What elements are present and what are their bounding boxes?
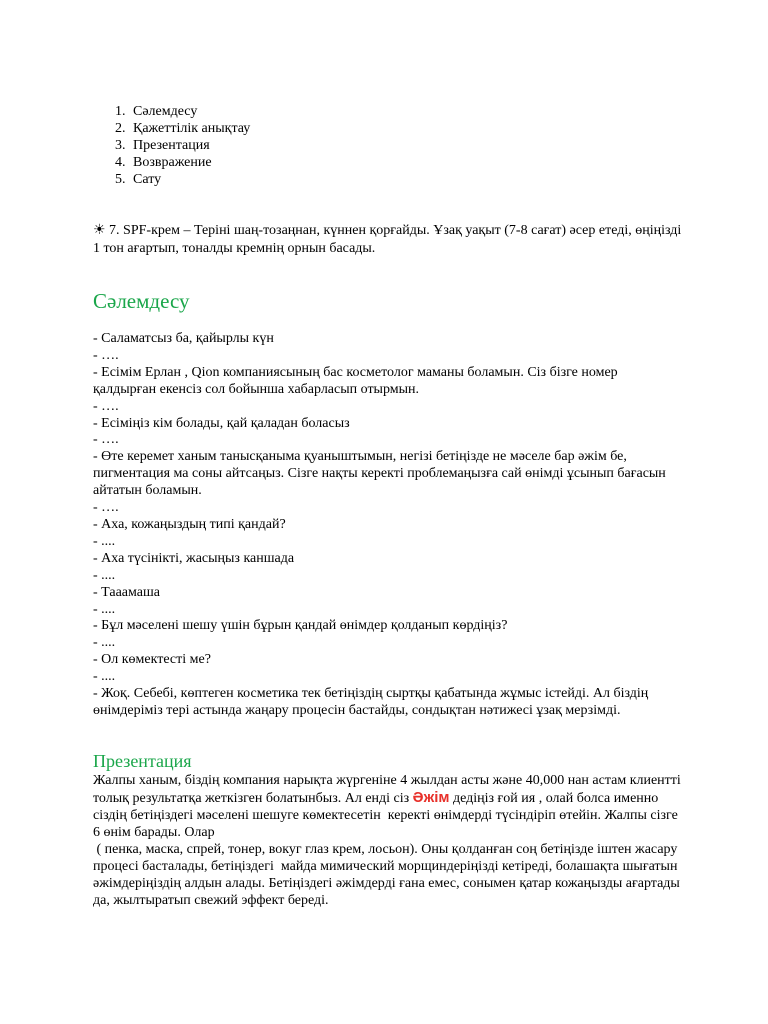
dialog-line: - Саламатсыз ба, қайырлы күн (93, 331, 274, 346)
dialog-script (93, 331, 683, 720)
dialog-line: - Тааамаша (93, 584, 160, 600)
list-item: 4. Возвражение (129, 154, 250, 171)
list-item: 1. Сәлемдесу (129, 103, 250, 120)
highlighted-word: Әжім (412, 789, 450, 806)
dialog-line: - Ол көмектесті ме? (93, 652, 211, 668)
dialog-line: - …. (93, 347, 119, 363)
dialog-line: - …. (93, 432, 119, 448)
presentation-heading: Презентация (93, 751, 192, 771)
list-item: 2. Қажеттілік анықтау (129, 120, 250, 137)
dialog-line: - Жоқ. Себебі, көптеген косметика тек бетіңіздің сыртқы қабатында жұмыс істейді. Ал біздің өнімдеріміз тері астында жаңару процесін бастайды, сондықтан нәтижесі ұзақ мерзімді. (93, 686, 652, 718)
list-item: 3. Презентация (129, 137, 250, 154)
dialog-line: - Аха, кожаңыздың типі қандай? (93, 516, 286, 532)
dialog-line: - .... (93, 533, 116, 549)
dialog-line: - Бұл мәселені шешу үшін бұрын қандай өнімдер қолданып көрдіңіз? (93, 618, 508, 634)
dialog-line: - Өте керемет ханым танысқаныма қуаныштымын, негізі бетіңізде не мәселе бар әжім бе, пигментация ма соны айтсаңыз. Сізге нақты керекті проблемаңызға сай өнімді ұсынып бағасын айтатын боламын. (93, 449, 670, 499)
dialog-line: - …. (93, 500, 119, 516)
dialog-line: - Аха түсінікті, жасыңыз каншада (93, 550, 295, 566)
dialog-line: - .... (93, 635, 116, 651)
dialog-line: - Есімім Ерлан , Qion компаниясының бас косметолог маманы боламын. Сіз бізге номер қалдырған екенсіз сол бойынша хабарласып отырмын. (93, 364, 622, 397)
dialog-line: - .... (93, 669, 116, 685)
dialog-line: - .... (93, 601, 116, 617)
presentation-text-before: Жалпы ханым, біздің компания нарықта жүргеніне 4 жылдан асты және 40,000 нан астам клиентті толық результатқа жеткізген болатынбыз. Ал енді сіз (93, 773, 685, 806)
sales-steps-list (93, 103, 250, 188)
dialog-line: - Есіміңіз кім болады, қай қаладан боласыз (93, 415, 350, 431)
presentation-text-after: дедіңіз ғой ия , олай болса именно сіздің бетіңіздегі мәселені шешуге көмектесетін керекті өнімдерді түсіндіріп өтейін. Жалпы сізге 6 өнім барады. Олар ( пенка, маска, спрей, тонер, вокуг глаз крем, лосьон). Оны қолданған соң бетіңізде іштен жасару процесі басталады, бетіңіздегі майда мимический морщиндеріңізді кетіреді, болашақта шығатын әжімдеріңіздің алдын алады. Бетіңіздегі әжімдерді ғана емес, сонымен қатар кожаңызды ағартады да, жылтыратып свежий эффект береді. (93, 791, 680, 908)
spf-cream-note: ☀ 7. SPF-крем – Теріні шаң-тозаңнан, күннен қорғайды. Ұзақ уақыт (7-8 сағат) әсер етеді, өңіңізді 1 тон ағартып, тоналды кремнің орнын басады. (93, 223, 682, 256)
dialog-line: - …. (93, 398, 119, 414)
presentation-paragraph (93, 772, 683, 909)
greeting-heading: Сәлемдесу (93, 289, 190, 313)
dialog-line: - .... (93, 567, 116, 583)
list-item: 5. Сату (129, 171, 250, 188)
